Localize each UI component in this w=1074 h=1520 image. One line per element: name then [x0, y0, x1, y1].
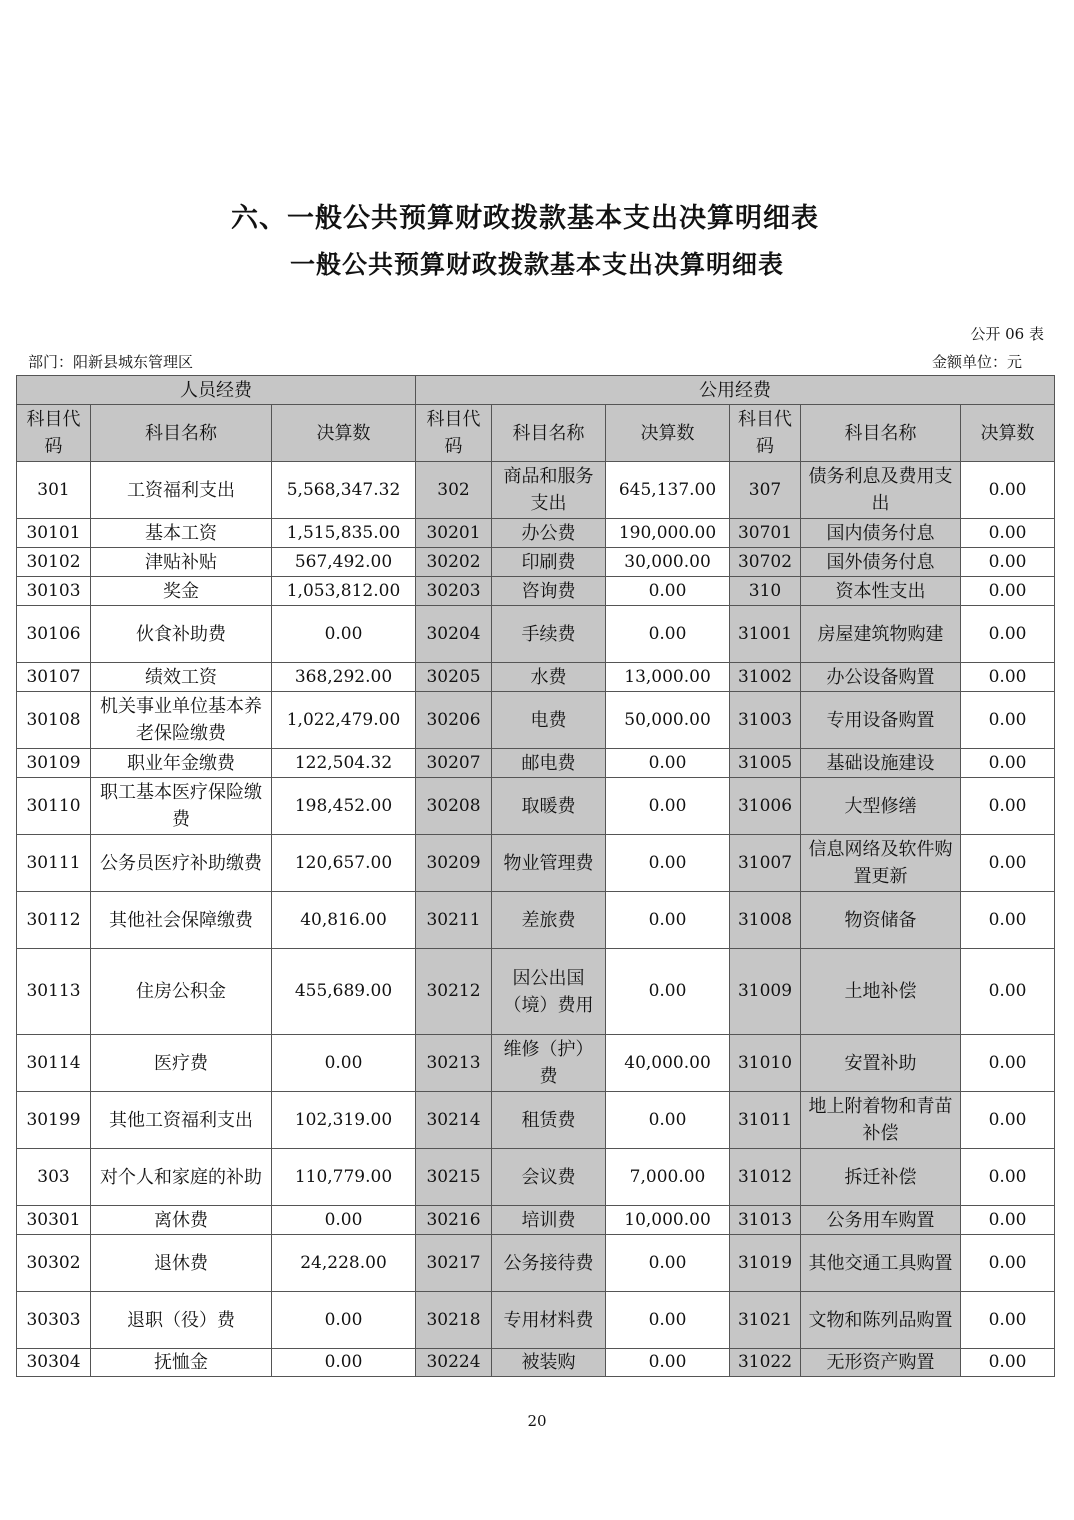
- personnel-code-cell: 30304: [17, 1349, 91, 1377]
- capital-name-cell: 国外债务付息: [801, 548, 961, 577]
- public-name-cell: 物业管理费: [492, 835, 606, 892]
- public-amount-cell: 0.00: [606, 1235, 730, 1292]
- personnel-code-cell: 30112: [17, 892, 91, 949]
- department-label: 部门：阳新县城东管理区: [28, 353, 194, 371]
- public-amount-cell: 7,000.00: [606, 1149, 730, 1206]
- amount-column-header: 决算数: [961, 405, 1055, 462]
- name-column-header: 科目名称: [91, 405, 272, 462]
- name-column-header: 科目名称: [801, 405, 961, 462]
- public-code-cell: 30208: [416, 778, 492, 835]
- capital-amount-cell: 0.00: [961, 1149, 1055, 1206]
- capital-code-cell: 31007: [730, 835, 801, 892]
- public-expense-header: 公用经费: [416, 376, 1055, 405]
- capital-name-cell: 国内债务付息: [801, 519, 961, 548]
- personnel-name-cell: 工资福利支出: [91, 462, 272, 519]
- capital-code-cell: 30702: [730, 548, 801, 577]
- capital-code-cell: 31002: [730, 663, 801, 692]
- public-name-cell: 公务接待费: [492, 1235, 606, 1292]
- table-row: [17, 548, 1055, 577]
- capital-amount-cell: 0.00: [961, 892, 1055, 949]
- public-code-cell: 302: [416, 462, 492, 519]
- capital-name-cell: 拆迁补偿: [801, 1149, 961, 1206]
- capital-code-cell: 31012: [730, 1149, 801, 1206]
- capital-code-cell: 307: [730, 462, 801, 519]
- public-code-cell: 30204: [416, 606, 492, 663]
- public-amount-cell: 0.00: [606, 606, 730, 663]
- personnel-amount-cell: 1,053,812.00: [272, 577, 416, 606]
- page-subtitle: 一般公共预算财政拨款基本支出决算明细表: [289, 250, 784, 279]
- page-number: 20: [527, 1412, 547, 1430]
- capital-name-cell: 基础设施建设: [801, 749, 961, 778]
- personnel-name-cell: 离休费: [91, 1206, 272, 1235]
- public-amount-cell: 0.00: [606, 577, 730, 606]
- personnel-name-cell: 基本工资: [91, 519, 272, 548]
- personnel-name-cell: 奖金: [91, 577, 272, 606]
- public-code-cell: 30212: [416, 949, 492, 1035]
- table-row: [17, 663, 1055, 692]
- personnel-amount-cell: 0.00: [272, 1206, 416, 1235]
- personnel-code-cell: 30108: [17, 692, 91, 749]
- capital-name-cell: 文物和陈列品购置: [801, 1292, 961, 1349]
- public-code-cell: 30207: [416, 749, 492, 778]
- personnel-code-cell: 30103: [17, 577, 91, 606]
- public-name-cell: 因公出国（境）费用: [492, 949, 606, 1035]
- personnel-code-cell: 30101: [17, 519, 91, 548]
- table-row: [17, 1092, 1055, 1149]
- personnel-amount-cell: 0.00: [272, 1349, 416, 1377]
- public-name-cell: 取暖费: [492, 778, 606, 835]
- public-code-cell: 30201: [416, 519, 492, 548]
- personnel-amount-cell: 40,816.00: [272, 892, 416, 949]
- personnel-amount-cell: 0.00: [272, 1035, 416, 1092]
- capital-code-cell: 31009: [730, 949, 801, 1035]
- public-code-cell: 30206: [416, 692, 492, 749]
- personnel-code-cell: 30111: [17, 835, 91, 892]
- personnel-code-cell: 30110: [17, 778, 91, 835]
- capital-amount-cell: 0.00: [961, 606, 1055, 663]
- capital-amount-cell: 0.00: [961, 1349, 1055, 1377]
- personnel-amount-cell: 24,228.00: [272, 1235, 416, 1292]
- public-code-cell: 30203: [416, 577, 492, 606]
- table-row: [17, 606, 1055, 663]
- code-column-header: 科目代码: [730, 405, 801, 462]
- public-amount-cell: 0.00: [606, 892, 730, 949]
- personnel-amount-cell: 122,504.32: [272, 749, 416, 778]
- public-name-cell: 手续费: [492, 606, 606, 663]
- personnel-amount-cell: 1,022,479.00: [272, 692, 416, 749]
- personnel-code-cell: 30302: [17, 1235, 91, 1292]
- public-name-cell: 咨询费: [492, 577, 606, 606]
- public-amount-cell: 40,000.00: [606, 1035, 730, 1092]
- public-amount-cell: 0.00: [606, 1092, 730, 1149]
- personnel-amount-cell: 102,319.00: [272, 1092, 416, 1149]
- personnel-amount-cell: 567,492.00: [272, 548, 416, 577]
- capital-amount-cell: 0.00: [961, 1235, 1055, 1292]
- personnel-name-cell: 对个人和家庭的补助: [91, 1149, 272, 1206]
- public-name-cell: 印刷费: [492, 548, 606, 577]
- personnel-code-cell: 30109: [17, 749, 91, 778]
- table-row: [17, 692, 1055, 749]
- table-row: [17, 1149, 1055, 1206]
- personnel-code-cell: 30114: [17, 1035, 91, 1092]
- capital-amount-cell: 0.00: [961, 462, 1055, 519]
- public-amount-cell: 13,000.00: [606, 663, 730, 692]
- amount-column-header: 决算数: [606, 405, 730, 462]
- public-code-cell: 30209: [416, 835, 492, 892]
- public-amount-cell: 30,000.00: [606, 548, 730, 577]
- personnel-name-cell: 住房公积金: [91, 949, 272, 1035]
- personnel-code-cell: 30113: [17, 949, 91, 1035]
- public-amount-cell: 190,000.00: [606, 519, 730, 548]
- table-row: [17, 749, 1055, 778]
- capital-code-cell: 31006: [730, 778, 801, 835]
- capital-amount-cell: 0.00: [961, 577, 1055, 606]
- capital-code-cell: 31019: [730, 1235, 801, 1292]
- public-code-cell: 30218: [416, 1292, 492, 1349]
- table-row: [17, 1349, 1055, 1377]
- capital-code-cell: 30701: [730, 519, 801, 548]
- personnel-name-cell: 伙食补助费: [91, 606, 272, 663]
- capital-amount-cell: 0.00: [961, 548, 1055, 577]
- personnel-code-cell: 30303: [17, 1292, 91, 1349]
- public-code-cell: 30217: [416, 1235, 492, 1292]
- capital-amount-cell: 0.00: [961, 949, 1055, 1035]
- page-title: 六、一般公共预算财政拨款基本支出决算明细表: [231, 203, 819, 234]
- public-code-cell: 30211: [416, 892, 492, 949]
- public-name-cell: 专用材料费: [492, 1292, 606, 1349]
- personnel-amount-cell: 110,779.00: [272, 1149, 416, 1206]
- personnel-name-cell: 公务员医疗补助缴费: [91, 835, 272, 892]
- public-amount-cell: 0.00: [606, 1349, 730, 1377]
- table-row: [17, 1206, 1055, 1235]
- personnel-name-cell: 退职（役）费: [91, 1292, 272, 1349]
- code-column-header: 科目代码: [17, 405, 91, 462]
- personnel-amount-cell: 0.00: [272, 1292, 416, 1349]
- public-name-cell: 商品和服务支出: [492, 462, 606, 519]
- personnel-name-cell: 津贴补贴: [91, 548, 272, 577]
- public-amount-cell: 645,137.00: [606, 462, 730, 519]
- personnel-code-cell: 30102: [17, 548, 91, 577]
- capital-name-cell: 办公设备购置: [801, 663, 961, 692]
- capital-amount-cell: 0.00: [961, 1035, 1055, 1092]
- name-column-header: 科目名称: [492, 405, 606, 462]
- capital-code-cell: 31010: [730, 1035, 801, 1092]
- public-amount-cell: 0.00: [606, 749, 730, 778]
- capital-name-cell: 信息网络及软件购置更新: [801, 835, 961, 892]
- public-amount-cell: 50,000.00: [606, 692, 730, 749]
- capital-name-cell: 地上附着物和青苗补偿: [801, 1092, 961, 1149]
- personnel-name-cell: 其他社会保障缴费: [91, 892, 272, 949]
- public-name-cell: 会议费: [492, 1149, 606, 1206]
- capital-amount-cell: 0.00: [961, 692, 1055, 749]
- capital-amount-cell: 0.00: [961, 778, 1055, 835]
- capital-name-cell: 资本性支出: [801, 577, 961, 606]
- table-row: [17, 1235, 1055, 1292]
- amount-unit-label: 金额单位：元: [931, 353, 1022, 371]
- personnel-code-cell: 30107: [17, 663, 91, 692]
- capital-amount-cell: 0.00: [961, 663, 1055, 692]
- table-row: [17, 577, 1055, 606]
- table-row: [17, 892, 1055, 949]
- personnel-name-cell: 绩效工资: [91, 663, 272, 692]
- capital-name-cell: 其他交通工具购置: [801, 1235, 961, 1292]
- table-row: [17, 1292, 1055, 1349]
- personnel-name-cell: 职工基本医疗保险缴费: [91, 778, 272, 835]
- personnel-name-cell: 退休费: [91, 1235, 272, 1292]
- capital-name-cell: 安置补助: [801, 1035, 961, 1092]
- personnel-code-cell: 303: [17, 1149, 91, 1206]
- public-name-cell: 水费: [492, 663, 606, 692]
- form-number: 公开 06 表: [970, 325, 1044, 343]
- capital-code-cell: 31013: [730, 1206, 801, 1235]
- personnel-name-cell: 其他工资福利支出: [91, 1092, 272, 1149]
- personnel-name-cell: 医疗费: [91, 1035, 272, 1092]
- public-code-cell: 30215: [416, 1149, 492, 1206]
- table-row: [17, 778, 1055, 835]
- capital-code-cell: 31005: [730, 749, 801, 778]
- public-name-cell: 租赁费: [492, 1092, 606, 1149]
- personnel-name-cell: 机关事业单位基本养老保险缴费: [91, 692, 272, 749]
- personnel-name-cell: 抚恤金: [91, 1349, 272, 1377]
- personnel-code-cell: 30301: [17, 1206, 91, 1235]
- personnel-code-cell: 301: [17, 462, 91, 519]
- capital-name-cell: 大型修缮: [801, 778, 961, 835]
- public-amount-cell: 10,000.00: [606, 1206, 730, 1235]
- table-row: [17, 835, 1055, 892]
- public-code-cell: 30214: [416, 1092, 492, 1149]
- public-code-cell: 30224: [416, 1349, 492, 1377]
- capital-name-cell: 专用设备购置: [801, 692, 961, 749]
- table-row: [17, 462, 1055, 519]
- capital-name-cell: 房屋建筑物购建: [801, 606, 961, 663]
- personnel-amount-cell: 0.00: [272, 606, 416, 663]
- capital-amount-cell: 0.00: [961, 1292, 1055, 1349]
- public-amount-cell: 0.00: [606, 778, 730, 835]
- capital-code-cell: 310: [730, 577, 801, 606]
- capital-code-cell: 31022: [730, 1349, 801, 1377]
- capital-amount-cell: 0.00: [961, 519, 1055, 548]
- capital-amount-cell: 0.00: [961, 835, 1055, 892]
- personnel-code-cell: 30199: [17, 1092, 91, 1149]
- amount-column-header: 决算数: [272, 405, 416, 462]
- public-name-cell: 差旅费: [492, 892, 606, 949]
- capital-amount-cell: 0.00: [961, 1092, 1055, 1149]
- table-row: [17, 1035, 1055, 1092]
- capital-code-cell: 31021: [730, 1292, 801, 1349]
- expenditure-table: [16, 375, 1055, 1377]
- public-amount-cell: 0.00: [606, 949, 730, 1035]
- capital-amount-cell: 0.00: [961, 1206, 1055, 1235]
- capital-name-cell: 债务利息及费用支出: [801, 462, 961, 519]
- capital-name-cell: 物资储备: [801, 892, 961, 949]
- personnel-amount-cell: 198,452.00: [272, 778, 416, 835]
- personnel-name-cell: 职业年金缴费: [91, 749, 272, 778]
- personnel-amount-cell: 368,292.00: [272, 663, 416, 692]
- public-name-cell: 被装购: [492, 1349, 606, 1377]
- personnel-code-cell: 30106: [17, 606, 91, 663]
- public-name-cell: 电费: [492, 692, 606, 749]
- personnel-amount-cell: 1,515,835.00: [272, 519, 416, 548]
- code-column-header: 科目代码: [416, 405, 492, 462]
- public-name-cell: 维修（护）费: [492, 1035, 606, 1092]
- personnel-amount-cell: 5,568,347.32: [272, 462, 416, 519]
- capital-code-cell: 31003: [730, 692, 801, 749]
- public-code-cell: 30216: [416, 1206, 492, 1235]
- capital-code-cell: 31008: [730, 892, 801, 949]
- public-amount-cell: 0.00: [606, 1292, 730, 1349]
- personnel-amount-cell: 455,689.00: [272, 949, 416, 1035]
- public-amount-cell: 0.00: [606, 835, 730, 892]
- public-code-cell: 30205: [416, 663, 492, 692]
- personnel-expense-header: 人员经费: [17, 376, 416, 405]
- capital-name-cell: 土地补偿: [801, 949, 961, 1035]
- public-name-cell: 培训费: [492, 1206, 606, 1235]
- capital-code-cell: 31001: [730, 606, 801, 663]
- public-name-cell: 邮电费: [492, 749, 606, 778]
- capital-code-cell: 31011: [730, 1092, 801, 1149]
- public-name-cell: 办公费: [492, 519, 606, 548]
- table-row: [17, 519, 1055, 548]
- capital-amount-cell: 0.00: [961, 749, 1055, 778]
- public-code-cell: 30213: [416, 1035, 492, 1092]
- table-row: [17, 949, 1055, 1035]
- capital-name-cell: 公务用车购置: [801, 1206, 961, 1235]
- capital-name-cell: 无形资产购置: [801, 1349, 961, 1377]
- public-code-cell: 30202: [416, 548, 492, 577]
- personnel-amount-cell: 120,657.00: [272, 835, 416, 892]
